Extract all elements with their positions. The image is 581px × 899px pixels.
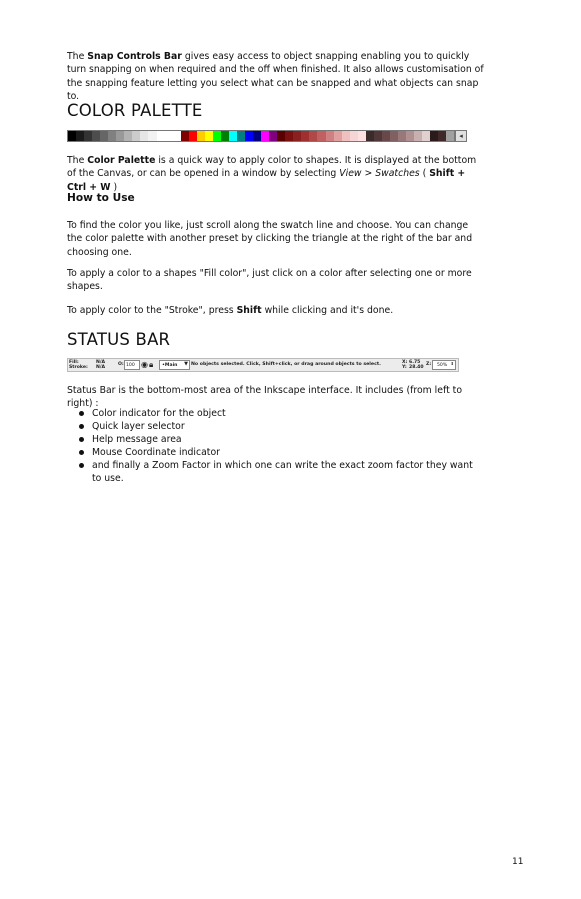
page-number: 11 — [512, 857, 524, 867]
desc-text-mid: is a quick way to apply color to shapes. It is displayed at the bottom of the Canvas, or can be opened in a window by selecting — [67, 155, 477, 180]
color-swatch[interactable] — [277, 131, 285, 141]
color-swatch[interactable] — [173, 131, 181, 141]
color-swatch[interactable] — [116, 131, 124, 141]
snap-controls-bar-term: Snap Controls Bar — [87, 51, 182, 62]
zoom-value: 50% — [437, 363, 448, 368]
paren-close: ) — [110, 181, 118, 193]
menu-path: View > Swatches — [339, 168, 420, 180]
opacity-label: O: — [118, 362, 124, 367]
how-to-use-paragraph-3 — [67, 304, 393, 317]
color-swatch[interactable] — [245, 131, 253, 141]
stroke-label: Stroke: — [69, 365, 88, 370]
status-bar-screenshot — [67, 358, 459, 372]
stroke-value: N/A — [96, 365, 106, 370]
color-swatch[interactable] — [430, 131, 438, 141]
x-coordinate: 6.75 — [409, 360, 421, 365]
color-swatch[interactable] — [334, 131, 342, 141]
list-item: and finally a Zoom Factor in which one can write the exact zoom factor they want to use. — [92, 459, 485, 485]
status-bar-description: Status Bar is the bottom-most area of the Inkscape interface. It includes (from left to right) : — [67, 385, 463, 410]
status-bar-feature-list — [67, 407, 485, 485]
color-palette-term: Color Palette — [87, 155, 156, 166]
palette-menu-arrow-icon[interactable]: ◂ — [455, 130, 467, 142]
color-swatch[interactable] — [269, 131, 277, 141]
color-swatch[interactable] — [100, 131, 108, 141]
color-swatch[interactable] — [406, 131, 414, 141]
eye-icon[interactable]: ◉ — [141, 360, 148, 369]
color-swatch[interactable] — [189, 131, 197, 141]
color-swatch[interactable] — [124, 131, 132, 141]
color-swatch[interactable] — [181, 131, 189, 141]
intro-text: The — [67, 51, 88, 62]
color-swatch[interactable] — [229, 131, 237, 141]
color-swatch[interactable] — [382, 131, 390, 141]
list-item: Mouse Coordinate indicator — [92, 446, 485, 459]
x-label: X: — [402, 360, 408, 365]
list-item: Quick layer selector — [92, 420, 485, 433]
keyboard-shortcut: Shift + Ctrl + W — [67, 168, 466, 193]
intro-text-rest: gives easy access to object snapping enabling you to quickly turn snapping on when required and the off when finished. It also allows customisation of the snapping feature letting you select what can be snapped and what objects can snap to. — [67, 51, 484, 102]
color-swatch[interactable] — [317, 131, 325, 141]
layer-name: •Main — [162, 363, 178, 368]
color-swatch[interactable] — [213, 131, 221, 141]
color-swatch[interactable] — [350, 131, 358, 141]
color-swatch[interactable] — [237, 131, 245, 141]
color-swatch[interactable] — [326, 131, 334, 141]
color-swatch[interactable] — [148, 131, 156, 141]
color-swatch[interactable] — [422, 131, 430, 141]
list-item: Color indicator for the object — [92, 407, 485, 420]
list-item: Help message area — [92, 433, 485, 446]
opacity-field[interactable] — [124, 360, 140, 370]
intro-paragraph — [67, 50, 485, 103]
color-swatch[interactable] — [253, 131, 261, 141]
y-coordinate: 28.40 — [409, 365, 424, 370]
stroke-text: To apply color to the "Stroke", press — [67, 305, 237, 316]
color-swatch[interactable] — [342, 131, 350, 141]
how-to-use-heading: How to Use — [67, 192, 135, 204]
color-swatch[interactable] — [68, 131, 76, 141]
color-palette-bar[interactable] — [67, 130, 455, 142]
color-swatch[interactable] — [84, 131, 92, 141]
chevron-down-icon: ▼ — [184, 361, 188, 367]
color-swatch[interactable] — [374, 131, 382, 141]
color-swatch[interactable] — [197, 131, 205, 141]
spin-icon[interactable]: ⬍ — [450, 361, 454, 366]
color-palette-description — [67, 154, 485, 194]
color-swatch[interactable] — [301, 131, 309, 141]
layer-selector[interactable] — [159, 360, 190, 370]
color-swatch[interactable] — [358, 131, 366, 141]
color-swatch[interactable] — [438, 131, 446, 141]
color-swatch[interactable] — [205, 131, 213, 141]
color-swatch[interactable] — [221, 131, 229, 141]
color-swatch[interactable] — [108, 131, 116, 141]
fill-value: N/A — [96, 360, 106, 365]
color-swatch[interactable] — [76, 131, 84, 141]
color-palette-heading: COLOR PALETTE — [67, 101, 203, 120]
desc-text: The — [67, 155, 88, 166]
color-swatch[interactable] — [285, 131, 293, 141]
how-to-use-paragraph-2: To apply a color to a shapes "Fill color", just click on a color after selecting one or more shapes. — [67, 268, 472, 293]
color-swatch[interactable] — [366, 131, 374, 141]
y-label: Y: — [402, 365, 407, 370]
fill-label: Fill: — [69, 360, 79, 365]
color-swatch[interactable] — [446, 131, 454, 141]
color-swatch[interactable] — [261, 131, 269, 141]
color-swatch[interactable] — [165, 131, 173, 141]
color-swatch[interactable] — [140, 131, 148, 141]
paren-open: ( — [419, 168, 430, 180]
color-swatch[interactable] — [309, 131, 317, 141]
color-swatch[interactable] — [157, 131, 165, 141]
help-message: No objects selected. Click, Shift+click, or drag around objects to select. — [191, 362, 381, 367]
stroke-text-rest: while clicking and it's done. — [261, 305, 394, 316]
color-swatch[interactable] — [293, 131, 301, 141]
color-swatch[interactable] — [414, 131, 422, 141]
zoom-field[interactable] — [432, 360, 456, 370]
lock-icon[interactable]: 🔒︎ — [149, 360, 154, 369]
color-swatch[interactable] — [92, 131, 100, 141]
zoom-label: Z: — [426, 362, 432, 367]
status-bar-heading: STATUS BAR — [67, 330, 171, 349]
color-swatch[interactable] — [398, 131, 406, 141]
color-swatch[interactable] — [132, 131, 140, 141]
opacity-value: 100 — [126, 363, 135, 368]
how-to-use-paragraph-1: To find the color you like, just scroll along the swatch line and choose. You can change the color palette with another preset by clicking the triangle at the right of the bar and choosing one. — [67, 220, 473, 258]
shift-key-term: Shift — [236, 305, 262, 316]
color-swatch[interactable] — [390, 131, 398, 141]
